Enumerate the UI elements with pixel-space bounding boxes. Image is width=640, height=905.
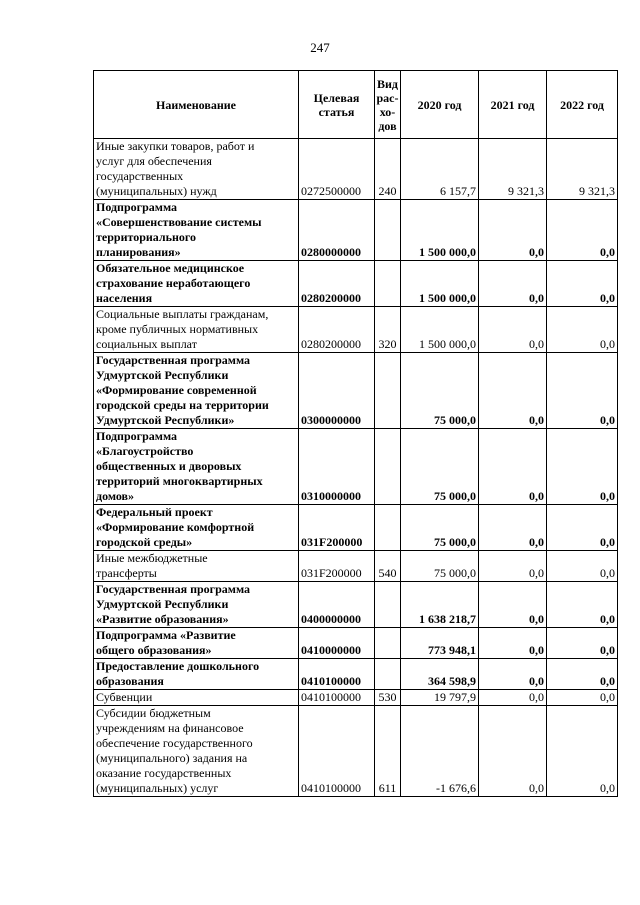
row-amount-2020: 1 500 000,0 (401, 261, 479, 307)
row-name-line: (муниципальных) нужд (96, 184, 217, 198)
row-name-line: (муниципальных) услуг (96, 781, 219, 795)
row-expense-kind (375, 261, 401, 307)
row-name-line: Субвенции (96, 690, 153, 704)
row-amount-2020: 75 000,0 (401, 429, 479, 505)
row-name (94, 706, 299, 797)
row-name-line: общественных и дворовых (96, 459, 242, 473)
row-name-line: (муниципального) задания на (96, 751, 248, 765)
row-amount-2020: 1 500 000,0 (401, 307, 479, 353)
row-target-article: 0410000000 (299, 628, 375, 659)
row-amount-2021: 0,0 (479, 706, 547, 797)
row-name-line: городской среды на территории (96, 398, 269, 412)
row-amount-2022: 0,0 (547, 551, 618, 582)
table-row (94, 261, 618, 307)
row-amount-2022: 0,0 (547, 353, 618, 429)
table-row (94, 429, 618, 505)
row-amount-2020: 773 948,1 (401, 628, 479, 659)
row-target-article: 031F200000 (299, 505, 375, 551)
table-row (94, 628, 618, 659)
row-name-line: «Формирование современной (96, 383, 257, 397)
row-amount-2022: 0,0 (547, 628, 618, 659)
row-expense-kind: 320 (375, 307, 401, 353)
row-amount-2022: 0,0 (547, 690, 618, 706)
table-row (94, 139, 618, 200)
page-number: 247 (310, 40, 330, 55)
row-name (94, 261, 299, 307)
row-amount-2021: 0,0 (479, 690, 547, 706)
row-name-line: Государственная программа (96, 582, 251, 596)
row-target-article: 0280200000 (299, 261, 375, 307)
row-target-article: 0410100000 (299, 690, 375, 706)
row-name-line: Предоставление дошкольного (96, 659, 260, 673)
row-amount-2022: 0,0 (547, 429, 618, 505)
row-target-article: 0280200000 (299, 307, 375, 353)
row-amount-2022: 0,0 (547, 200, 618, 261)
row-expense-kind: 530 (375, 690, 401, 706)
row-amount-2021: 0,0 (479, 628, 547, 659)
row-name-line: услуг для обеспечения (96, 154, 212, 168)
row-amount-2021: 0,0 (479, 261, 547, 307)
row-name-line: Социальные выплаты гражданам, (96, 307, 269, 321)
row-name-line: «Развитие образования» (96, 612, 229, 626)
row-amount-2021: 0,0 (479, 505, 547, 551)
table-row (94, 551, 618, 582)
row-name-line: Подпрограмма (96, 429, 178, 443)
row-name-line: «Благоустройство (96, 444, 194, 458)
table-row (94, 200, 618, 261)
row-name (94, 690, 299, 706)
header-expense-kind (375, 71, 401, 139)
row-name-line: образования (96, 674, 164, 688)
row-amount-2020: 75 000,0 (401, 551, 479, 582)
row-name (94, 659, 299, 690)
table-row (94, 659, 618, 690)
row-name (94, 429, 299, 505)
row-amount-2020: 364 598,9 (401, 659, 479, 690)
row-name-line: Субсидии бюджетным (96, 706, 211, 720)
row-amount-2020: 19 797,9 (401, 690, 479, 706)
row-expense-kind (375, 200, 401, 261)
row-amount-2021: 0,0 (479, 200, 547, 261)
row-name (94, 307, 299, 353)
row-expense-kind: 611 (375, 706, 401, 797)
table-header-row (94, 71, 618, 139)
row-name-line: «Совершенствование системы (96, 215, 262, 229)
row-amount-2021: 0,0 (479, 582, 547, 628)
row-amount-2021: 0,0 (479, 353, 547, 429)
header-name: Наименование (94, 71, 299, 139)
row-amount-2022: 0,0 (547, 505, 618, 551)
row-amount-2022: 9 321,3 (547, 139, 618, 200)
table-row (94, 690, 618, 706)
row-name-line: кроме публичных нормативных (96, 322, 259, 336)
row-name (94, 505, 299, 551)
row-name-line: Обязательное медицинское (96, 261, 245, 275)
row-target-article: 0410100000 (299, 706, 375, 797)
row-name-line: территориального (96, 230, 197, 244)
header-target-line1: Целевая (313, 90, 360, 105)
table-row (94, 353, 618, 429)
table-body (94, 139, 618, 797)
row-name-line: Удмуртской Республики (96, 597, 229, 611)
row-name-line: Иные межбюджетные (96, 551, 208, 565)
row-target-article: 031F200000 (299, 551, 375, 582)
row-name-line: Подпрограмма «Развитие (96, 628, 236, 642)
table-row (94, 582, 618, 628)
header-kind-line: дов (378, 118, 397, 133)
row-target-article: 0310000000 (299, 429, 375, 505)
header-target-article (299, 71, 375, 139)
row-expense-kind (375, 505, 401, 551)
row-name (94, 200, 299, 261)
row-amount-2020: 75 000,0 (401, 353, 479, 429)
row-name-line: обеспечение государственного (96, 736, 253, 750)
row-amount-2022: 0,0 (547, 659, 618, 690)
row-name-line: трансферты (96, 566, 157, 580)
row-amount-2021: 0,0 (479, 551, 547, 582)
row-expense-kind (375, 659, 401, 690)
budget-table (93, 70, 618, 797)
row-name-line: Государственная программа (96, 353, 251, 367)
row-expense-kind (375, 582, 401, 628)
header-kind-line: хо- (379, 104, 396, 119)
row-name (94, 628, 299, 659)
row-name-line: страхование неработающего (96, 276, 251, 290)
header-2020: 2020 год (401, 71, 479, 139)
row-target-article: 0280000000 (299, 200, 375, 261)
row-name-line: Федеральный проект (96, 505, 213, 519)
row-amount-2020: 6 157,7 (401, 139, 479, 200)
row-amount-2021: 0,0 (479, 659, 547, 690)
header-kind-line: рас- (376, 90, 399, 105)
row-expense-kind: 240 (375, 139, 401, 200)
row-name-line: учреждениям на финансовое (96, 721, 244, 735)
table-row (94, 706, 618, 797)
row-amount-2020: 1 638 218,7 (401, 582, 479, 628)
row-name-line: планирования» (96, 245, 181, 259)
row-amount-2021: 0,0 (479, 429, 547, 505)
row-amount-2021: 9 321,3 (479, 139, 547, 200)
row-name-line: «Формирование комфортной (96, 520, 255, 534)
row-name-line: территорий многоквартирных (96, 474, 263, 488)
header-2021: 2021 год (479, 71, 547, 139)
row-name-line: домов» (96, 489, 135, 503)
row-amount-2021: 0,0 (479, 307, 547, 353)
row-name-line: государственных (96, 169, 184, 183)
header-kind-line: Вид (377, 76, 398, 91)
row-name-line: населения (96, 291, 153, 305)
row-name-line: Подпрограмма (96, 200, 178, 214)
row-amount-2020: 1 500 000,0 (401, 200, 479, 261)
row-expense-kind (375, 429, 401, 505)
row-expense-kind (375, 628, 401, 659)
row-name (94, 353, 299, 429)
row-name (94, 582, 299, 628)
row-name-line: Иные закупки товаров, работ и (96, 139, 255, 153)
row-target-article: 0272500000 (299, 139, 375, 200)
row-name-line: общего образования» (96, 643, 212, 657)
row-name-line: социальных выплат (96, 337, 197, 351)
row-expense-kind (375, 353, 401, 429)
header-target-line2: статья (318, 104, 355, 119)
row-name-line: Удмуртской Республики (96, 368, 229, 382)
row-amount-2022: 0,0 (547, 261, 618, 307)
row-amount-2020: -1 676,6 (401, 706, 479, 797)
row-amount-2020: 75 000,0 (401, 505, 479, 551)
row-target-article: 0410100000 (299, 659, 375, 690)
row-name (94, 139, 299, 200)
row-expense-kind: 540 (375, 551, 401, 582)
row-name-line: оказание государственных (96, 766, 232, 780)
row-amount-2022: 0,0 (547, 582, 618, 628)
header-2022: 2022 год (547, 71, 618, 139)
table-row (94, 505, 618, 551)
table-row (94, 307, 618, 353)
row-amount-2022: 0,0 (547, 307, 618, 353)
row-name-line: Удмуртской Республики» (96, 413, 235, 427)
row-name (94, 551, 299, 582)
row-name-line: городской среды» (96, 535, 193, 549)
row-target-article: 0400000000 (299, 582, 375, 628)
row-amount-2022: 0,0 (547, 706, 618, 797)
row-target-article: 0300000000 (299, 353, 375, 429)
